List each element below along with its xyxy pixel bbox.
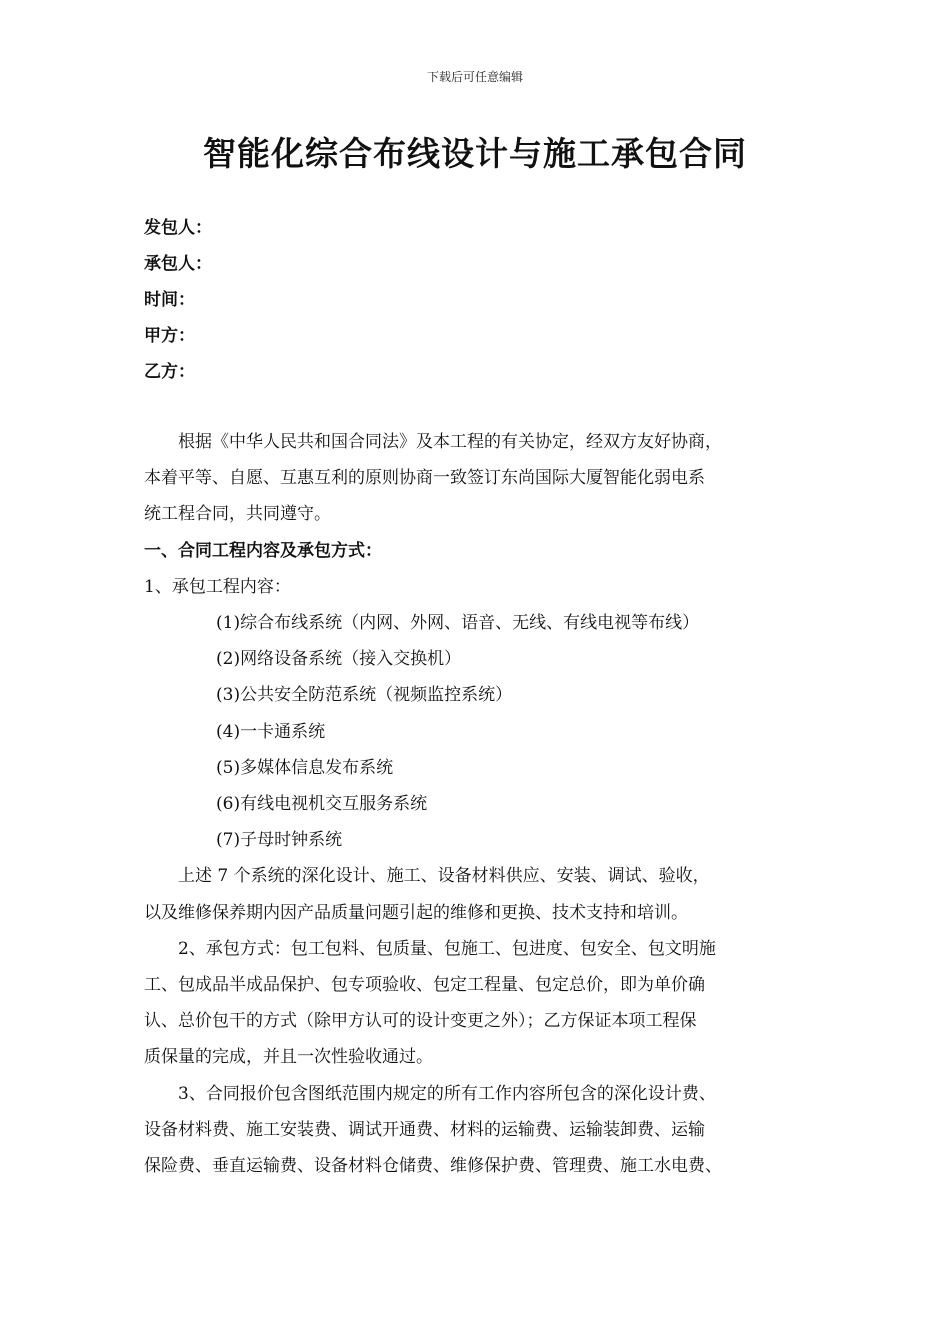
party-b-field: 乙方： [144, 362, 195, 382]
intro-line: 统工程合同，共同遵守。 [144, 504, 331, 525]
intro-line: 根据《中华人民共和国合同法》及本工程的有关协定，经双方友好协商， [178, 432, 722, 452]
header-note: 下载后可任意编辑 [426, 70, 523, 84]
contract-mode-line: 工、包成品半成品保护、包专项验收、包定工程量、包定总价，即为单价确 [144, 975, 705, 996]
contract-body [144, 424, 824, 1184]
contract-mode-line: 认、总价包干的方式（除甲方认可的设计变更之外）；乙方保证本项工程保 [144, 1011, 697, 1032]
party-a-field: 甲方： [144, 326, 195, 346]
document-title: 智能化综合布线设计与施工承包合同 [203, 134, 747, 173]
contract-mode-line: 2、承包方式：包工包料、包质量、包施工、包进度、包安全、包文明施 [178, 938, 716, 959]
scope-item: (2)网络设备系统（接入交换机） [216, 649, 462, 670]
employer-field: 发包人： [144, 218, 212, 238]
intro-line: 本着平等、自愿、互惠互利的原则协商一致签订东尚国际大厦智能化弱电系 [144, 468, 705, 489]
scope-item: (1)综合布线系统（内网、外网、语音、无线、有线电视等布线） [216, 613, 700, 634]
time-field: 时间： [144, 290, 195, 310]
scope-item: (6)有线电视机交互服务系统 [216, 794, 428, 815]
scope-item: (5)多媒体信息发布系统 [216, 757, 394, 778]
price-line: 3、合同报价包含图纸范围内规定的所有工作内容所包含的深化设计费、 [178, 1083, 716, 1104]
scope-item: (7)子母时钟系统 [216, 830, 343, 851]
contract-mode-line: 质保量的完成，并且一次性验收通过。 [144, 1047, 433, 1068]
summary-line: 以及维修保养期内因产品质量问题引起的维修和更换、技术支持和培训。 [144, 902, 688, 923]
party-fields [144, 210, 212, 390]
scope-item: (4)一卡通系统 [216, 721, 326, 742]
price-line: 保险费、垂直运输费、设备材料仓储费、维修保护费、管理费、施工水电费、 [144, 1156, 722, 1177]
section-heading: 一、合同工程内容及承包方式： [144, 540, 382, 561]
contractor-field: 承包人： [144, 254, 212, 274]
subsection-title: 1、承包工程内容： [144, 576, 291, 597]
scope-item: (3)公共安全防范系统（视频监控系统） [216, 685, 513, 706]
price-line: 设备材料费、施工安装费、调试开通费、材料的运输费、运输装卸费、运输 [144, 1119, 705, 1140]
summary-line: 上述 7 个系统的深化设计、施工、设备材料供应、安装、调试、验收， [178, 866, 710, 887]
